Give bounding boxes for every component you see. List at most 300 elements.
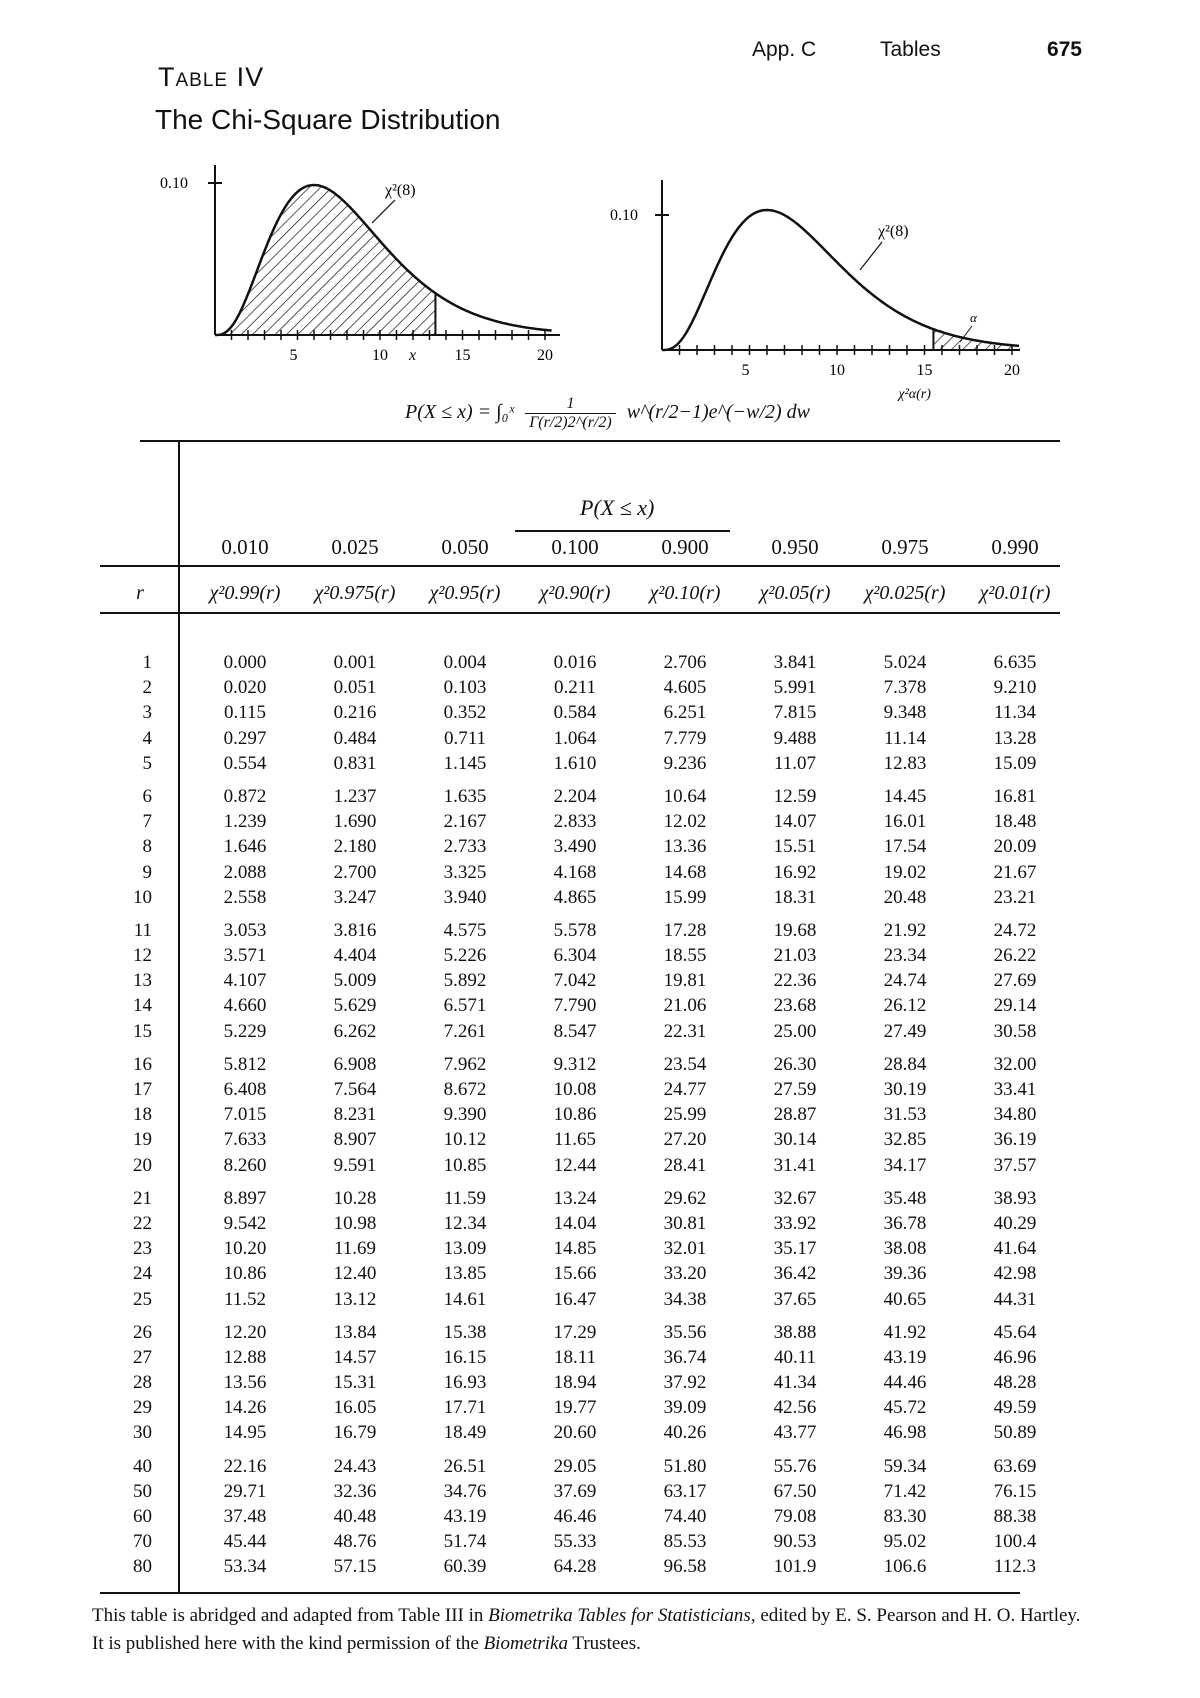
quantile-cell: 41.34: [773, 1372, 817, 1394]
quantile-cell: 10.12: [443, 1129, 487, 1151]
table-row: [90, 860, 1070, 885]
degrees-of-freedom-cell: 6: [142, 785, 152, 807]
quantile-cell: 14.95: [223, 1422, 267, 1444]
quantile-cell: 10.20: [223, 1238, 267, 1260]
quantile-cell: 0.051: [333, 677, 377, 699]
degrees-of-freedom-cell: 50: [133, 1480, 152, 1502]
quantile-cell: 4.605: [663, 677, 707, 699]
quantile-cell: 2.088: [223, 861, 267, 883]
quantile-cell: 34.76: [443, 1480, 487, 1502]
quantile-cell: 36.78: [883, 1212, 927, 1234]
table-top-rule: [140, 440, 1060, 442]
table-row: [90, 1504, 1070, 1529]
quantile-cell: 13.24: [553, 1187, 597, 1209]
quantile-cell: 7.015: [223, 1104, 267, 1126]
quantile-cell: 17.54: [883, 836, 927, 858]
quantile-cell: 0.216: [333, 702, 377, 724]
quantile-cell: 34.80: [993, 1104, 1037, 1126]
quantile-cell: 45.64: [993, 1321, 1037, 1343]
table-row: [90, 834, 1070, 859]
quantile-cell: 1.064: [553, 727, 597, 749]
footnote-journal: Biometrika: [483, 1633, 568, 1654]
quantile-cell: 79.08: [773, 1506, 817, 1527]
degrees-of-freedom-cell: 40: [133, 1455, 152, 1477]
quantile-cell: 55.33: [553, 1531, 597, 1553]
quantile-cell: 37.65: [773, 1288, 817, 1310]
degrees-of-freedom-cell: 4: [142, 727, 152, 749]
quantile-cell: 31.53: [883, 1104, 927, 1126]
quantile-cell: 29.71: [223, 1480, 267, 1502]
quantile-cell: 40.65: [883, 1288, 927, 1310]
quantile-cell: 32.01: [663, 1238, 707, 1260]
quantile-cell: 19.77: [553, 1397, 597, 1419]
quantile-cell: 9.488: [773, 727, 817, 749]
quantile-cell: 3.841: [773, 652, 817, 673]
degrees-of-freedom-cell: 60: [133, 1506, 152, 1527]
quantile-cell: 11.69: [333, 1238, 377, 1260]
table-row: [90, 1236, 1070, 1261]
quantile-cell: 55.76: [773, 1455, 817, 1477]
quantile-cell: 9.348: [883, 702, 927, 724]
quantile-cell: 16.05: [333, 1397, 377, 1419]
quantile-cell: 57.15: [333, 1556, 377, 1578]
quantile-cell: 0.831: [333, 752, 377, 774]
quantile-cell: 6.408: [223, 1079, 267, 1100]
quantile-cell: 0.211: [553, 677, 597, 699]
quantile-cell: 8.672: [443, 1079, 487, 1100]
quantile-cell: 1.646: [223, 836, 267, 858]
quantile-cell: 27.59: [773, 1079, 817, 1100]
quantile-cell: 30.81: [663, 1212, 707, 1234]
quantile-cell: 1.635: [443, 785, 487, 807]
header-appendix: App. C: [752, 38, 817, 61]
r-column-divider: [178, 442, 180, 1592]
quantile-cell: 19.81: [663, 970, 707, 992]
quantile-cell: 24.77: [663, 1079, 707, 1100]
quantile-cell: 2.167: [443, 811, 487, 833]
quantile-cell: 24.74: [883, 970, 927, 992]
table-row: [90, 943, 1070, 968]
degrees-of-freedom-cell: 18: [133, 1104, 152, 1126]
quantile-cell: 10.86: [553, 1104, 597, 1126]
degrees-of-freedom-cell: 26: [133, 1321, 152, 1343]
table-body: [90, 650, 1070, 1588]
quantile-cell: 36.42: [773, 1263, 817, 1285]
quantile-cell: 10.28: [333, 1187, 377, 1209]
table-row: [90, 650, 1070, 675]
quantile-cell: 30.19: [883, 1079, 927, 1100]
quantile-cell: 14.45: [883, 785, 927, 807]
quantile-cell: 21.67: [993, 861, 1037, 883]
table-label: Table IV: [158, 62, 265, 92]
quantile-cell: 13.09: [443, 1238, 487, 1260]
table-row: [90, 1370, 1070, 1395]
quantile-cell: 90.53: [773, 1531, 817, 1553]
quantile-cell: 100.4: [993, 1531, 1037, 1553]
table-row: [90, 1454, 1070, 1479]
table-row: [90, 1052, 1070, 1077]
quantile-cell: 11.52: [223, 1288, 267, 1310]
quantile-cell: 64.28: [553, 1556, 597, 1578]
page-number: 675: [1046, 38, 1082, 61]
quantile-cell: 26.51: [443, 1455, 487, 1477]
quantile-symbol: χ²0.99(r): [209, 582, 281, 604]
quantile-cell: 6.304: [553, 945, 597, 967]
quantile-cell: 29.05: [553, 1455, 597, 1477]
quantile-cell: 10.08: [553, 1079, 597, 1100]
degrees-of-freedom-cell: 24: [133, 1263, 152, 1285]
quantile-cell: 83.30: [883, 1506, 927, 1527]
x-tick-label: 15: [916, 362, 933, 379]
quantile-cell: 23.68: [773, 995, 817, 1017]
quantile-cell: 12.83: [883, 752, 927, 774]
quantile-cell: 43.19: [443, 1506, 487, 1527]
quantile-cell: 24.72: [993, 919, 1037, 941]
quantile-cell: 49.59: [993, 1397, 1037, 1419]
quantile-cell: 30.14: [773, 1129, 817, 1151]
group-header: P(X ≤ x): [580, 495, 655, 520]
left-density-graph: [160, 155, 580, 375]
quantile-cell: 2.558: [223, 886, 267, 908]
table-row: [90, 1479, 1070, 1504]
quantile-cell: 106.6: [883, 1556, 927, 1578]
quantile-cell: 35.17: [773, 1238, 817, 1260]
quantile-cell: 10.85: [443, 1154, 487, 1176]
quantile-symbol: χ²0.95(r): [429, 582, 501, 604]
quantile-cell: 85.53: [663, 1531, 707, 1553]
quantile-cell: 34.38: [663, 1288, 707, 1310]
quantile-cell: 34.17: [883, 1154, 927, 1176]
quantile-cell: 16.01: [883, 811, 927, 833]
quantile-cell: 7.633: [223, 1129, 267, 1151]
quantile-cell: 46.96: [993, 1346, 1037, 1368]
quantile-cell: 16.15: [443, 1346, 487, 1368]
x-tick-label: 20: [1004, 362, 1020, 379]
quantile-cell: 2.180: [333, 836, 377, 858]
quantile-cell: 4.168: [553, 861, 597, 883]
quantile-cell: 16.93: [443, 1372, 487, 1394]
quantile-cell: 53.34: [223, 1556, 267, 1578]
quantile-cell: 46.46: [553, 1506, 597, 1527]
quantile-cell: 18.31: [773, 886, 817, 908]
formula-rhs: w^(r/2−1)e^(−w/2) dw: [626, 401, 811, 424]
quantile-cell: 23.34: [883, 945, 927, 967]
quantile-cell: 3.490: [553, 836, 597, 858]
quantile-cell: 3.940: [443, 886, 487, 908]
quantile-cell: 11.07: [773, 752, 817, 774]
table-row: [90, 1153, 1070, 1178]
quantile-cell: 22.31: [663, 1020, 707, 1042]
quantile-cell: 24.43: [333, 1455, 377, 1477]
table-source-footnote: [92, 1602, 1092, 1658]
degrees-of-freedom-cell: 25: [133, 1288, 152, 1310]
curve-label: χ²(8): [385, 182, 416, 199]
quantile-cell: 29.62: [663, 1187, 707, 1209]
quantile-cell: 8.231: [333, 1104, 377, 1126]
quantile-cell: 7.261: [443, 1020, 487, 1042]
quantile-cell: 18.48: [993, 811, 1037, 833]
x-marker-label: x: [409, 347, 417, 364]
degrees-of-freedom-cell: 28: [133, 1372, 152, 1394]
table-row: [90, 751, 1070, 776]
quantile-cell: 11.59: [443, 1187, 487, 1209]
quantile-cell: 12.40: [333, 1263, 377, 1285]
quantile-cell: 15.09: [993, 752, 1037, 774]
table-row: [90, 1186, 1070, 1211]
quantile-cell: 74.40: [663, 1506, 707, 1527]
table-row: [90, 675, 1070, 700]
quantile-cell: 3.816: [333, 919, 377, 941]
quantile-cell: 101.9: [773, 1556, 817, 1578]
footnote-book-title: Biometrika Tables for Statisticians: [488, 1605, 751, 1626]
quantile-cell: 5.991: [773, 677, 817, 699]
quantile-cell: 0.000: [223, 652, 267, 673]
degrees-of-freedom-cell: 11: [133, 919, 152, 941]
quantile-cell: 27.69: [993, 970, 1037, 992]
table-bottom-rule: [100, 1592, 1020, 1594]
quantile-cell: 44.46: [883, 1372, 927, 1394]
table-row: [90, 993, 1070, 1018]
table-row: [90, 1345, 1070, 1370]
quantile-cell: 8.897: [223, 1187, 267, 1209]
y-tick-label: 0.10: [160, 175, 188, 192]
quantile-cell: 7.564: [333, 1079, 377, 1100]
degrees-of-freedom-cell: 9: [142, 861, 152, 883]
quantile-cell: 32.85: [883, 1129, 927, 1151]
quantile-cell: 42.98: [993, 1263, 1037, 1285]
quantile-symbol-row: [90, 582, 1070, 605]
quantile-cell: 0.554: [223, 752, 267, 774]
degrees-of-freedom-cell: 3: [142, 702, 152, 724]
quantile-cell: 43.77: [773, 1422, 817, 1444]
quantile-cell: 16.79: [333, 1422, 377, 1444]
quantile-cell: 21.92: [883, 919, 927, 941]
quantile-cell: 1.690: [333, 811, 377, 833]
quantile-cell: 44.31: [993, 1288, 1037, 1310]
quantile-cell: 31.41: [773, 1154, 817, 1176]
quantile-cell: 7.042: [553, 970, 597, 992]
quantile-cell: 60.39: [443, 1556, 487, 1578]
degrees-of-freedom-cell: 8: [142, 836, 152, 858]
quantile-cell: 5.226: [443, 945, 487, 967]
quantile-cell: 29.14: [993, 995, 1037, 1017]
quantile-cell: 7.815: [773, 702, 817, 724]
quantile-cell: 28.84: [883, 1053, 927, 1075]
table-row: [90, 1261, 1070, 1286]
quantile-cell: 22.16: [223, 1455, 267, 1477]
quantile-cell: 33.41: [993, 1079, 1037, 1100]
alpha-label: α: [970, 310, 977, 325]
probability-header: 0.975: [881, 535, 929, 559]
table-row: [90, 1320, 1070, 1345]
quantile-cell: 0.016: [553, 652, 597, 673]
quantile-cell: 7.962: [443, 1053, 487, 1075]
quantile-cell: 0.711: [443, 727, 487, 749]
quantile-cell: 6.635: [993, 652, 1037, 673]
degrees-of-freedom-cell: 27: [133, 1346, 152, 1368]
quantile-cell: 8.907: [333, 1129, 377, 1151]
quantile-cell: 23.21: [993, 886, 1037, 908]
quantile-cell: 5.629: [333, 995, 377, 1017]
r-header-spacer: [90, 535, 190, 560]
quantile-cell: 2.204: [553, 785, 597, 807]
probability-header: 0.025: [331, 535, 379, 559]
quantile-cell: 36.74: [663, 1346, 707, 1368]
table-row: [90, 918, 1070, 943]
quantile-cell: 0.584: [553, 702, 597, 724]
probability-header: 0.950: [771, 535, 819, 559]
table-row: [90, 968, 1070, 993]
quantile-cell: 41.64: [993, 1238, 1037, 1260]
quantile-cell: 27.49: [883, 1020, 927, 1042]
quantile-cell: 3.247: [333, 886, 377, 908]
table-row: [90, 1102, 1070, 1127]
table-row: [90, 726, 1070, 751]
quantile-cell: 3.325: [443, 861, 487, 883]
quantile-cell: 17.28: [663, 919, 707, 941]
quantile-cell: 37.92: [663, 1372, 707, 1394]
r-header: r: [136, 582, 144, 604]
symbol-separator-rule: [100, 612, 1060, 614]
quantile-cell: 67.50: [773, 1480, 817, 1502]
quantile-cell: 14.04: [553, 1212, 597, 1234]
quantile-cell: 16.47: [553, 1288, 597, 1310]
quantile-cell: 26.30: [773, 1053, 817, 1075]
quantile-cell: 37.57: [993, 1154, 1037, 1176]
table-row: [90, 1287, 1070, 1312]
x-tick-label: 5: [741, 362, 750, 379]
quantile-cell: 0.872: [223, 785, 267, 807]
quantile-cell: 59.34: [883, 1455, 927, 1477]
quantile-cell: 18.94: [553, 1372, 597, 1394]
quantile-symbol: χ²0.01(r): [979, 582, 1051, 604]
quantile-cell: 9.312: [553, 1053, 597, 1075]
quantile-cell: 5.892: [443, 970, 487, 992]
quantile-cell: 13.12: [333, 1288, 377, 1310]
quantile-cell: 0.020: [223, 677, 267, 699]
quantile-cell: 13.85: [443, 1263, 487, 1285]
quantile-cell: 9.542: [223, 1212, 267, 1234]
quantile-cell: 33.20: [663, 1263, 707, 1285]
quantile-cell: 1.237: [333, 785, 377, 807]
quantile-cell: 43.19: [883, 1346, 927, 1368]
quantile-cell: 14.68: [663, 861, 707, 883]
quantile-cell: 2.733: [443, 836, 487, 858]
quantile-cell: 14.26: [223, 1397, 267, 1419]
probability-header-row: [90, 535, 1070, 560]
quantile-cell: 7.790: [553, 995, 597, 1017]
quantile-cell: 5.812: [223, 1053, 267, 1075]
quantile-cell: 4.865: [553, 886, 597, 908]
quantile-cell: 0.352: [443, 702, 487, 724]
quantile-symbol: χ²0.05(r): [759, 582, 831, 604]
degrees-of-freedom-cell: 70: [133, 1531, 152, 1553]
quantile-cell: 40.26: [663, 1422, 707, 1444]
page-header: [752, 38, 1082, 70]
footnote-text: This table is abridged and adapted from Table III in: [92, 1605, 489, 1626]
quantile-cell: 28.41: [663, 1154, 707, 1176]
quantile-cell: 38.93: [993, 1187, 1037, 1209]
quantile-cell: 7.378: [883, 677, 927, 699]
quantile-cell: 50.89: [993, 1422, 1037, 1444]
degrees-of-freedom-cell: 30: [133, 1422, 152, 1444]
quantile-cell: 39.36: [883, 1263, 927, 1285]
header-separator-rule: [100, 565, 1060, 567]
quantile-cell: 9.210: [993, 677, 1037, 699]
quantile-cell: 6.262: [333, 1020, 377, 1042]
quantile-cell: 41.92: [883, 1321, 927, 1343]
quantile-cell: 45.44: [223, 1531, 267, 1553]
table-row: [90, 1127, 1070, 1152]
quantile-symbol: χ²0.025(r): [864, 582, 946, 604]
quantile-cell: 63.17: [663, 1480, 707, 1502]
quantile-cell: 25.99: [663, 1104, 707, 1126]
table-row: [90, 784, 1070, 809]
quantile-cell: 35.56: [663, 1321, 707, 1343]
degrees-of-freedom-cell: 19: [133, 1129, 152, 1151]
quantile-cell: 5.229: [223, 1020, 267, 1042]
quantile-cell: 9.390: [443, 1104, 487, 1126]
quantile-cell: 17.29: [553, 1321, 597, 1343]
table-row: [90, 1077, 1070, 1102]
degrees-of-freedom-cell: 5: [142, 752, 152, 774]
quantile-cell: 12.34: [443, 1212, 487, 1234]
quantile-cell: 1.145: [443, 752, 487, 774]
quantile-cell: 71.42: [883, 1480, 927, 1502]
quantile-cell: 25.00: [773, 1020, 817, 1042]
quantile-cell: 6.571: [443, 995, 487, 1017]
quantile-cell: 13.56: [223, 1372, 267, 1394]
degrees-of-freedom-cell: 14: [133, 995, 152, 1017]
quantile-cell: 6.251: [663, 702, 707, 724]
degrees-of-freedom-cell: 23: [133, 1238, 152, 1260]
quantile-cell: 11.65: [553, 1129, 597, 1151]
group-header-rule: [515, 530, 730, 532]
quantile-cell: 35.48: [883, 1187, 927, 1209]
quantile-cell: 20.48: [883, 886, 927, 908]
x-marker-label: χ²α(r): [898, 387, 931, 402]
table-row: [90, 1554, 1070, 1579]
quantile-cell: 33.92: [773, 1212, 817, 1234]
quantile-cell: 4.660: [223, 995, 267, 1017]
x-tick-label: 15: [454, 347, 471, 364]
table-row: [90, 1211, 1070, 1236]
quantile-cell: 9.591: [333, 1154, 377, 1176]
quantile-cell: 26.22: [993, 945, 1037, 967]
quantile-cell: 7.779: [663, 727, 707, 749]
quantile-cell: 40.11: [773, 1346, 817, 1368]
quantile-cell: 9.236: [663, 752, 707, 774]
degrees-of-freedom-cell: 17: [133, 1079, 152, 1100]
quantile-cell: 11.34: [993, 702, 1037, 724]
table-row: [90, 885, 1070, 910]
table-row: [90, 809, 1070, 834]
quantile-cell: 4.575: [443, 919, 487, 941]
table-row: [90, 1395, 1070, 1420]
quantile-cell: 51.80: [663, 1455, 707, 1477]
right-density-graph: [610, 170, 1030, 410]
quantile-cell: 15.31: [333, 1372, 377, 1394]
quantile-cell: 39.09: [663, 1397, 707, 1419]
y-tick-label: 0.10: [610, 207, 638, 224]
quantile-cell: 18.49: [443, 1422, 487, 1444]
footnote-text: Trustees.: [568, 1633, 641, 1654]
quantile-cell: 4.404: [333, 945, 377, 967]
quantile-cell: 15.51: [773, 836, 817, 858]
quantile-cell: 32.00: [993, 1053, 1037, 1075]
quantile-cell: 16.81: [993, 785, 1037, 807]
footnote-text: , edited by E. S. Pearson and H. O. Hartley. It is published here with the kind permission of the: [92, 1605, 1081, 1654]
